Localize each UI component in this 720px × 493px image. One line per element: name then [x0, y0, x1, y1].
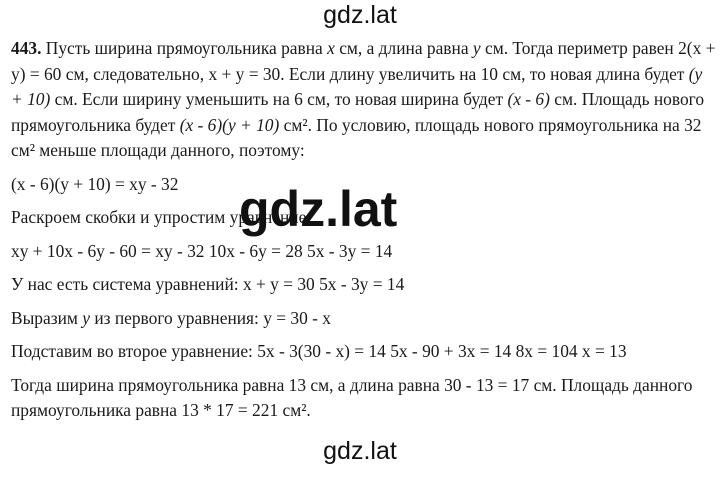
watermark-top: gdz.lat: [323, 1, 397, 29]
problem-number: 443.: [11, 38, 42, 58]
step-expand: Раскроем скобки и упростим уравнение:: [11, 207, 312, 227]
watermark-bottom: gdz.lat: [323, 437, 397, 465]
equation-system: У нас есть система уравнений: x + y = 30 5x - 3y = 14: [11, 274, 405, 294]
equation-area: (x - 6)(y + 10) = xy - 32: [11, 173, 179, 194]
problem-statement: 443. Пусть ширина прямоугольника равна x см, а длина равна y см. Тогда периметр равен 2(x + y) = 60 см, следовательно, x + y = 30. Если длину увеличить на 10 см, то новая длина будет (y + 10) см. Если ширину уменьшить на 6 см, то новая ширина будет (x - 6) см. Площадь нового прямоугольника будет (x - 6)(y + 10) см². По условию, площадь нового прямоугольника на 32 см² меньше площади данного, поэтому:: [11, 38, 716, 160]
step-express-y: Выразим y из первого уравнения: y = 30 - x: [11, 307, 332, 328]
conclusion: Тогда ширина прямоугольника равна 13 см, а длина равна 30 - 13 = 17 см. Площадь данного прямоугольника равна 13 * 17 = 221 см².: [11, 374, 693, 420]
watermark-middle: gdz.lat: [239, 181, 398, 237]
step-substitute: Подставим во второе уравнение: 5x - 3(30 - x) = 14 5x - 90 + 3x = 14 8x = 104 x = 13: [11, 341, 627, 361]
equation-simplified: xy + 10x - 6y - 60 = xy - 32 10x - 6y = 28 5x - 3y = 14: [11, 240, 393, 261]
